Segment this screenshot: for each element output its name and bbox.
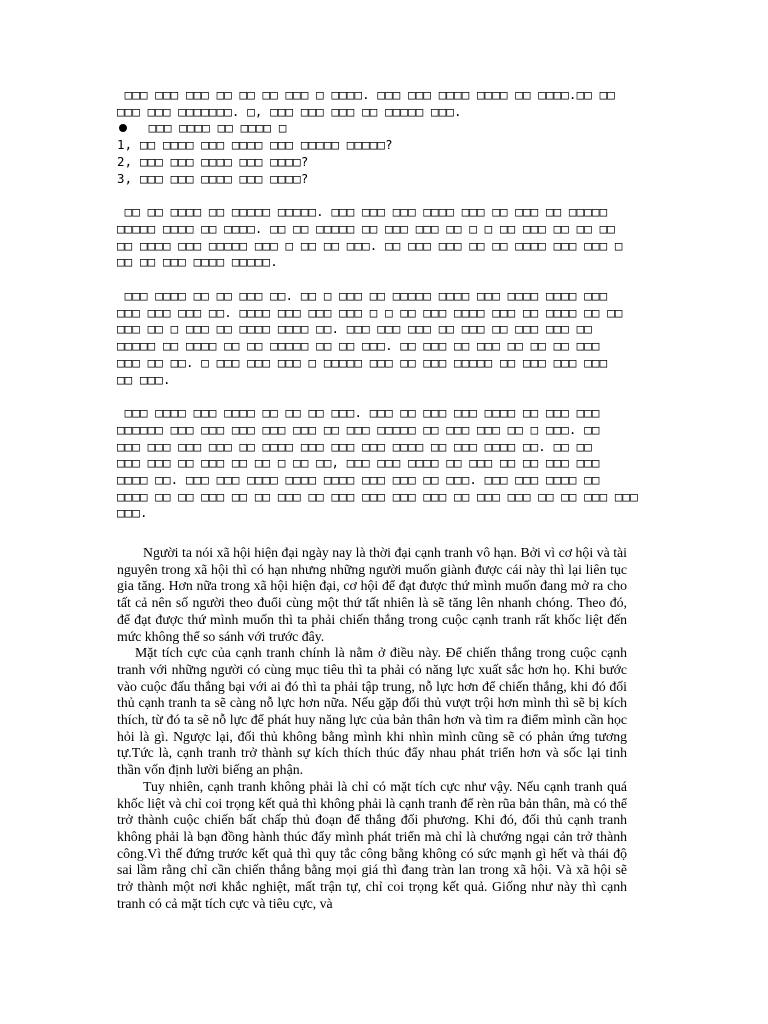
text-line: □□ □□□□ □□□ □□□□□ □□□ □ □□ □□ □□□. □□ □□□ □□□ □□ □□ □□□□ □□□ □□□ □	[117, 237, 623, 253]
text-line: □□□ □□ □□. □ □□□ □□□ □□□ □ □□□□□ □□□ □□ □□□ □□□□□ □□ □□□ □□□ □□□	[117, 354, 608, 370]
text-line: □□□□□□ □□□ □□□ □□□ □□□ □□□ □□ □□□ □□□□□ □□ □□□ □□□ □□ □ □□□. □□	[117, 421, 600, 437]
text-line: □□□□ □□ □□ □□□ □□ □□ □□□ □□ □□□ □□□ □□□ □□□ □□ □□□ □□□ □□ □□ □□□ □□□	[117, 488, 638, 504]
bullet-item	[117, 120, 637, 137]
korean-text-block	[117, 87, 637, 522]
question-list	[117, 137, 637, 187]
vietnamese-paragraph-2: Mặt tích cực của cạnh tranh chính là nằm ở điều này. Để chiến thắng trong cuộc cạnh tranh với những người có cùng mục tiêu thì ta phải có năng lực xuất sắc hơn họ. Khi bước vào cuộc đấu thắng bại với ai đó thì ta phải tập trung, nỗ lực hơn để chiến thắng, khi đó đối thủ cạnh tranh ta sẽ càng nỗ lực hơn nữa. Nếu gặp đối thủ vượt trội hơn mình thì sẽ bị kích thích, từ đó ta sẽ nỗ lực để phát huy năng lực của bản thân hơn và tìm ra điểm mình cần học hỏi là gì. Ngược lại, đối thủ không bằng mình khi nhìn mình cũng sẽ có phản ứng tương tự.Tức là, cạnh tranh trở thành sự kích thích thúc đẩy nhau phát triển hơn và sốc lại tinh thần vốn định lười biếng an phận.	[117, 645, 627, 778]
korean-paragraph-3	[117, 405, 637, 522]
text-line: □□□ □□□ □□□ □□. □□□□ □□□ □□□ □□□ □ □ □□ □□□ □□□□ □□□ □□ □□□□ □□ □□	[117, 304, 623, 320]
question-3: 3, □□□ □□□ □□□□ □□□ □□□□?	[117, 170, 309, 186]
text-line: □□□ □□□ □□□ □□□ □□ □□□□ □□□ □□□ □□□ □□□□ □□ □□□ □□□□ □□. □□ □□	[117, 438, 592, 454]
text-line: □□□ □□□ □□□□□□□. □, □□□ □□□ □□□ □□ □□□□□ □□□.	[117, 103, 462, 119]
text-line: □□□□□ □□ □□□□ □□ □□ □□□□□ □□ □□ □□□. □□ □□□ □□ □□□ □□ □□ □□ □□□	[117, 338, 600, 354]
text-line: □□ □□□.	[117, 371, 171, 387]
text-line: □□ □□ □□□ □□□□ □□□□□.	[117, 254, 278, 270]
text-line: □□□□□ □□□□ □□ □□□□. □□ □□ □□□□□ □□ □□□ □□□ □□ □ □ □□ □□□ □□ □□ □□	[117, 220, 615, 236]
text-line: □□□ □□ □ □□□ □□ □□□□ □□□□ □□. □□□ □□□ □□□ □□ □□□ □□ □□□ □□□ □□	[117, 321, 592, 337]
text-line: □□□.	[117, 505, 148, 521]
question-2: 2, □□□ □□□ □□□□ □□□ □□□□?	[117, 153, 309, 169]
text-line: □□ □□ □□□□ □□ □□□□□ □□□□□. □□□ □□□ □□□ □□□□ □□□ □□ □□□ □□ □□□□□	[117, 204, 608, 220]
vietnamese-paragraph-1: Người ta nói xã hội hiện đại ngày nay là thời đại cạnh tranh vô hạn. Bởi vì cơ hội và tài nguyên trong xã hội thì có hạn nhưng những người muốn giành được cái này thì lại liên tục gia tăng. Hơn nữa trong xã hội hiện đại, cơ hội để đạt được thứ mình muốn đang mở ra cho tất cả nên số người theo đuổi cùng một thứ tất nhiên là sẽ tăng lên nhanh chóng. Theo đó, để đạt được thứ mình muốn thì ta phải chiến thắng trong cuộc cạnh tranh rất khốc liệt đến mức không thể so sánh với trước đây.	[117, 545, 627, 644]
korean-paragraph-2	[117, 288, 637, 388]
text-line: □□□ □□□□ □□ □□ □□□ □□. □□ □ □□□ □□ □□□□□ □□□□ □□□ □□□□ □□□□ □□□	[117, 288, 608, 304]
bullet-dot-icon	[119, 124, 127, 132]
bullet-text: □□□ □□□□ □□ □□□□ □	[141, 120, 287, 136]
vietnamese-paragraph-3: Tuy nhiên, cạnh tranh không phải là chỉ có mặt tích cực như vậy. Nếu cạnh tranh quá khốc liệt và chỉ coi trọng kết quả thì không phải là cạnh tranh để rèn rũa bản thân, mà có thể trở thành cuộc chiến bất chấp thủ đoạn để thắng đối phương. Khi đó, đối thủ cạnh tranh không phải là bạn đồng hành thúc đẩy mình phát triển mà chỉ là chướng ngại cản trở thành công.Vì thế đứng trước kết quả thì quy tắc công bằng không có sức mạnh gì hết và thái độ sai lầm rằng chỉ cần chiến thắng bằng mọi giá thì đang tràn lan trong xã hội. Và xã hội sẽ trở thành một nơi khắc nghiệt, mất trận tự, chỉ coi trọng kết quả. Giống như này thì cạnh tranh có cả mặt tích cực và tiêu cực, và	[117, 778, 627, 911]
text-line: □□□ □□□ □□ □□□ □□ □□ □ □□ □□, □□□ □□□ □□□□ □□ □□□ □□ □□ □□□ □□□	[117, 455, 600, 471]
intro-paragraph	[117, 87, 637, 120]
text-line: □□□ □□□ □□□ □□ □□ □□ □□□ □ □□□□. □□□ □□□ □□□□ □□□□ □□ □□□□.□□ □□	[117, 87, 615, 102]
question-1: 1, □□ □□□□ □□□ □□□□ □□□ □□□□□ □□□□□?	[117, 137, 393, 153]
korean-paragraph-1	[117, 204, 637, 271]
text-line: □□□□ □□. □□□ □□□ □□□□ □□□□ □□□□ □□□ □□□ □□ □□□. □□□ □□□ □□□□ □□	[117, 472, 600, 488]
vietnamese-text-block	[117, 545, 627, 912]
text-line: □□□ □□□□ □□□ □□□□ □□ □□ □□ □□□. □□□ □□ □□□ □□□ □□□□ □□ □□□ □□□	[117, 405, 600, 421]
